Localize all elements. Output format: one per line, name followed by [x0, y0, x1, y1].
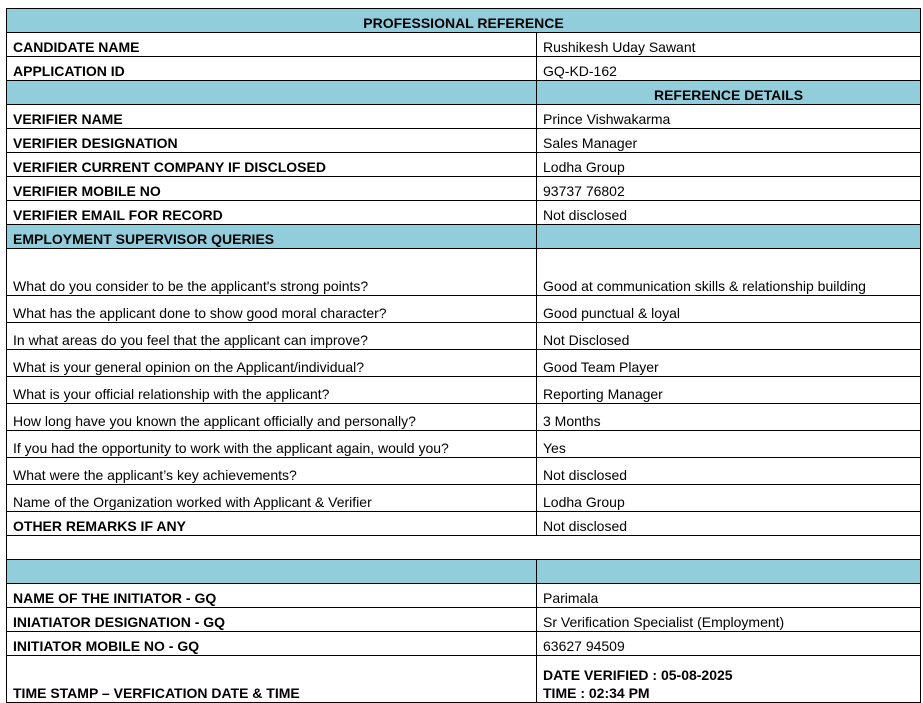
query-row — [7, 458, 921, 485]
query-question: What is your general opinion on the Applicant/individual? — [7, 350, 537, 377]
header-spacer — [537, 225, 921, 249]
query-row — [7, 350, 921, 377]
field-value: GQ-KD-162 — [537, 57, 921, 81]
field-value: Lodha Group — [537, 153, 921, 177]
query-row — [7, 485, 921, 512]
verified-date: DATE VERIFIED : 05-08-2025 — [543, 667, 733, 683]
query-row — [7, 249, 921, 296]
blank-cell — [7, 536, 921, 560]
query-row — [7, 431, 921, 458]
query-question: What has the applicant done to show good moral character? — [7, 296, 537, 323]
query-answer: Good punctual & loyal — [537, 296, 921, 323]
field-label: INIATIATOR DESIGNATION - GQ — [7, 608, 537, 632]
title-row — [7, 9, 921, 33]
query-answer: 3 Months — [537, 404, 921, 431]
other-remarks-row — [7, 512, 921, 536]
initiator-row — [7, 584, 921, 608]
initiator-header — [7, 560, 921, 584]
query-answer: Lodha Group — [537, 485, 921, 512]
field-value: Sales Manager — [537, 129, 921, 153]
verifier-row — [7, 201, 921, 225]
blank-row — [7, 536, 921, 560]
verifier-row — [7, 177, 921, 201]
header-spacer — [7, 81, 537, 105]
query-answer: Reporting Manager — [537, 377, 921, 404]
query-question: In what areas do you feel that the applicant can improve? — [7, 323, 537, 350]
section-title: EMPLOYMENT SUPERVISOR QUERIES — [7, 225, 537, 249]
field-label: VERIFIER NAME — [7, 105, 537, 129]
field-label: INITIATOR MOBILE NO - GQ — [7, 632, 537, 656]
field-label: VERIFIER MOBILE NO — [7, 177, 537, 201]
field-value: Prince Vishwakarma — [537, 105, 921, 129]
query-answer: Good Team Player — [537, 350, 921, 377]
timestamp-row — [7, 656, 921, 703]
field-value: Not disclosed — [537, 201, 921, 225]
field-value: Parimala — [537, 584, 921, 608]
verifier-row — [7, 105, 921, 129]
section-title: REFERENCE DETAILS — [537, 81, 921, 105]
query-row — [7, 404, 921, 431]
timestamp-value — [537, 656, 921, 703]
query-question: If you had the opportunity to work with the applicant again, would you? — [7, 431, 537, 458]
header-spacer — [7, 560, 537, 584]
verified-time: TIME : 02:34 PM — [543, 685, 650, 701]
field-value: Not disclosed — [537, 512, 921, 536]
query-answer: Not Disclosed — [537, 323, 921, 350]
field-value: 93737 76802 — [537, 177, 921, 201]
verifier-row — [7, 153, 921, 177]
field-label: VERIFIER DESIGNATION — [7, 129, 537, 153]
field-label: VERIFIER EMAIL FOR RECORD — [7, 201, 537, 225]
query-question: How long have you known the applicant officially and personally? — [7, 404, 537, 431]
field-label: NAME OF THE INITIATOR - GQ — [7, 584, 537, 608]
query-question: What is your official relationship with the applicant? — [7, 377, 537, 404]
application-id-row — [7, 57, 921, 81]
query-question: Name of the Organization worked with Applicant & Verifier — [7, 485, 537, 512]
query-row — [7, 296, 921, 323]
field-label: APPLICATION ID — [7, 57, 537, 81]
timestamp-label: TIME STAMP – VERFICATION DATE & TIME — [7, 656, 537, 703]
field-label: OTHER REMARKS IF ANY — [7, 512, 537, 536]
field-value: Rushikesh Uday Sawant — [537, 33, 921, 57]
query-row — [7, 323, 921, 350]
reference-table — [6, 8, 921, 703]
initiator-row — [7, 632, 921, 656]
query-question: What do you consider to be the applicant's strong points? — [7, 249, 537, 296]
query-answer: Yes — [537, 431, 921, 458]
query-question: What were the applicant’s key achievements? — [7, 458, 537, 485]
reference-details-header — [7, 81, 921, 105]
field-label: VERIFIER CURRENT COMPANY IF DISCLOSED — [7, 153, 537, 177]
initiator-row — [7, 608, 921, 632]
query-answer: Not disclosed — [537, 458, 921, 485]
page-title: PROFESSIONAL REFERENCE — [7, 9, 921, 33]
field-value: 63627 94509 — [537, 632, 921, 656]
query-answer: Good at communication skills & relationship building — [537, 249, 921, 296]
field-label: CANDIDATE NAME — [7, 33, 537, 57]
header-spacer — [537, 560, 921, 584]
queries-header — [7, 225, 921, 249]
candidate-name-row — [7, 33, 921, 57]
query-row — [7, 377, 921, 404]
field-value: Sr Verification Specialist (Employment) — [537, 608, 921, 632]
verifier-row — [7, 129, 921, 153]
